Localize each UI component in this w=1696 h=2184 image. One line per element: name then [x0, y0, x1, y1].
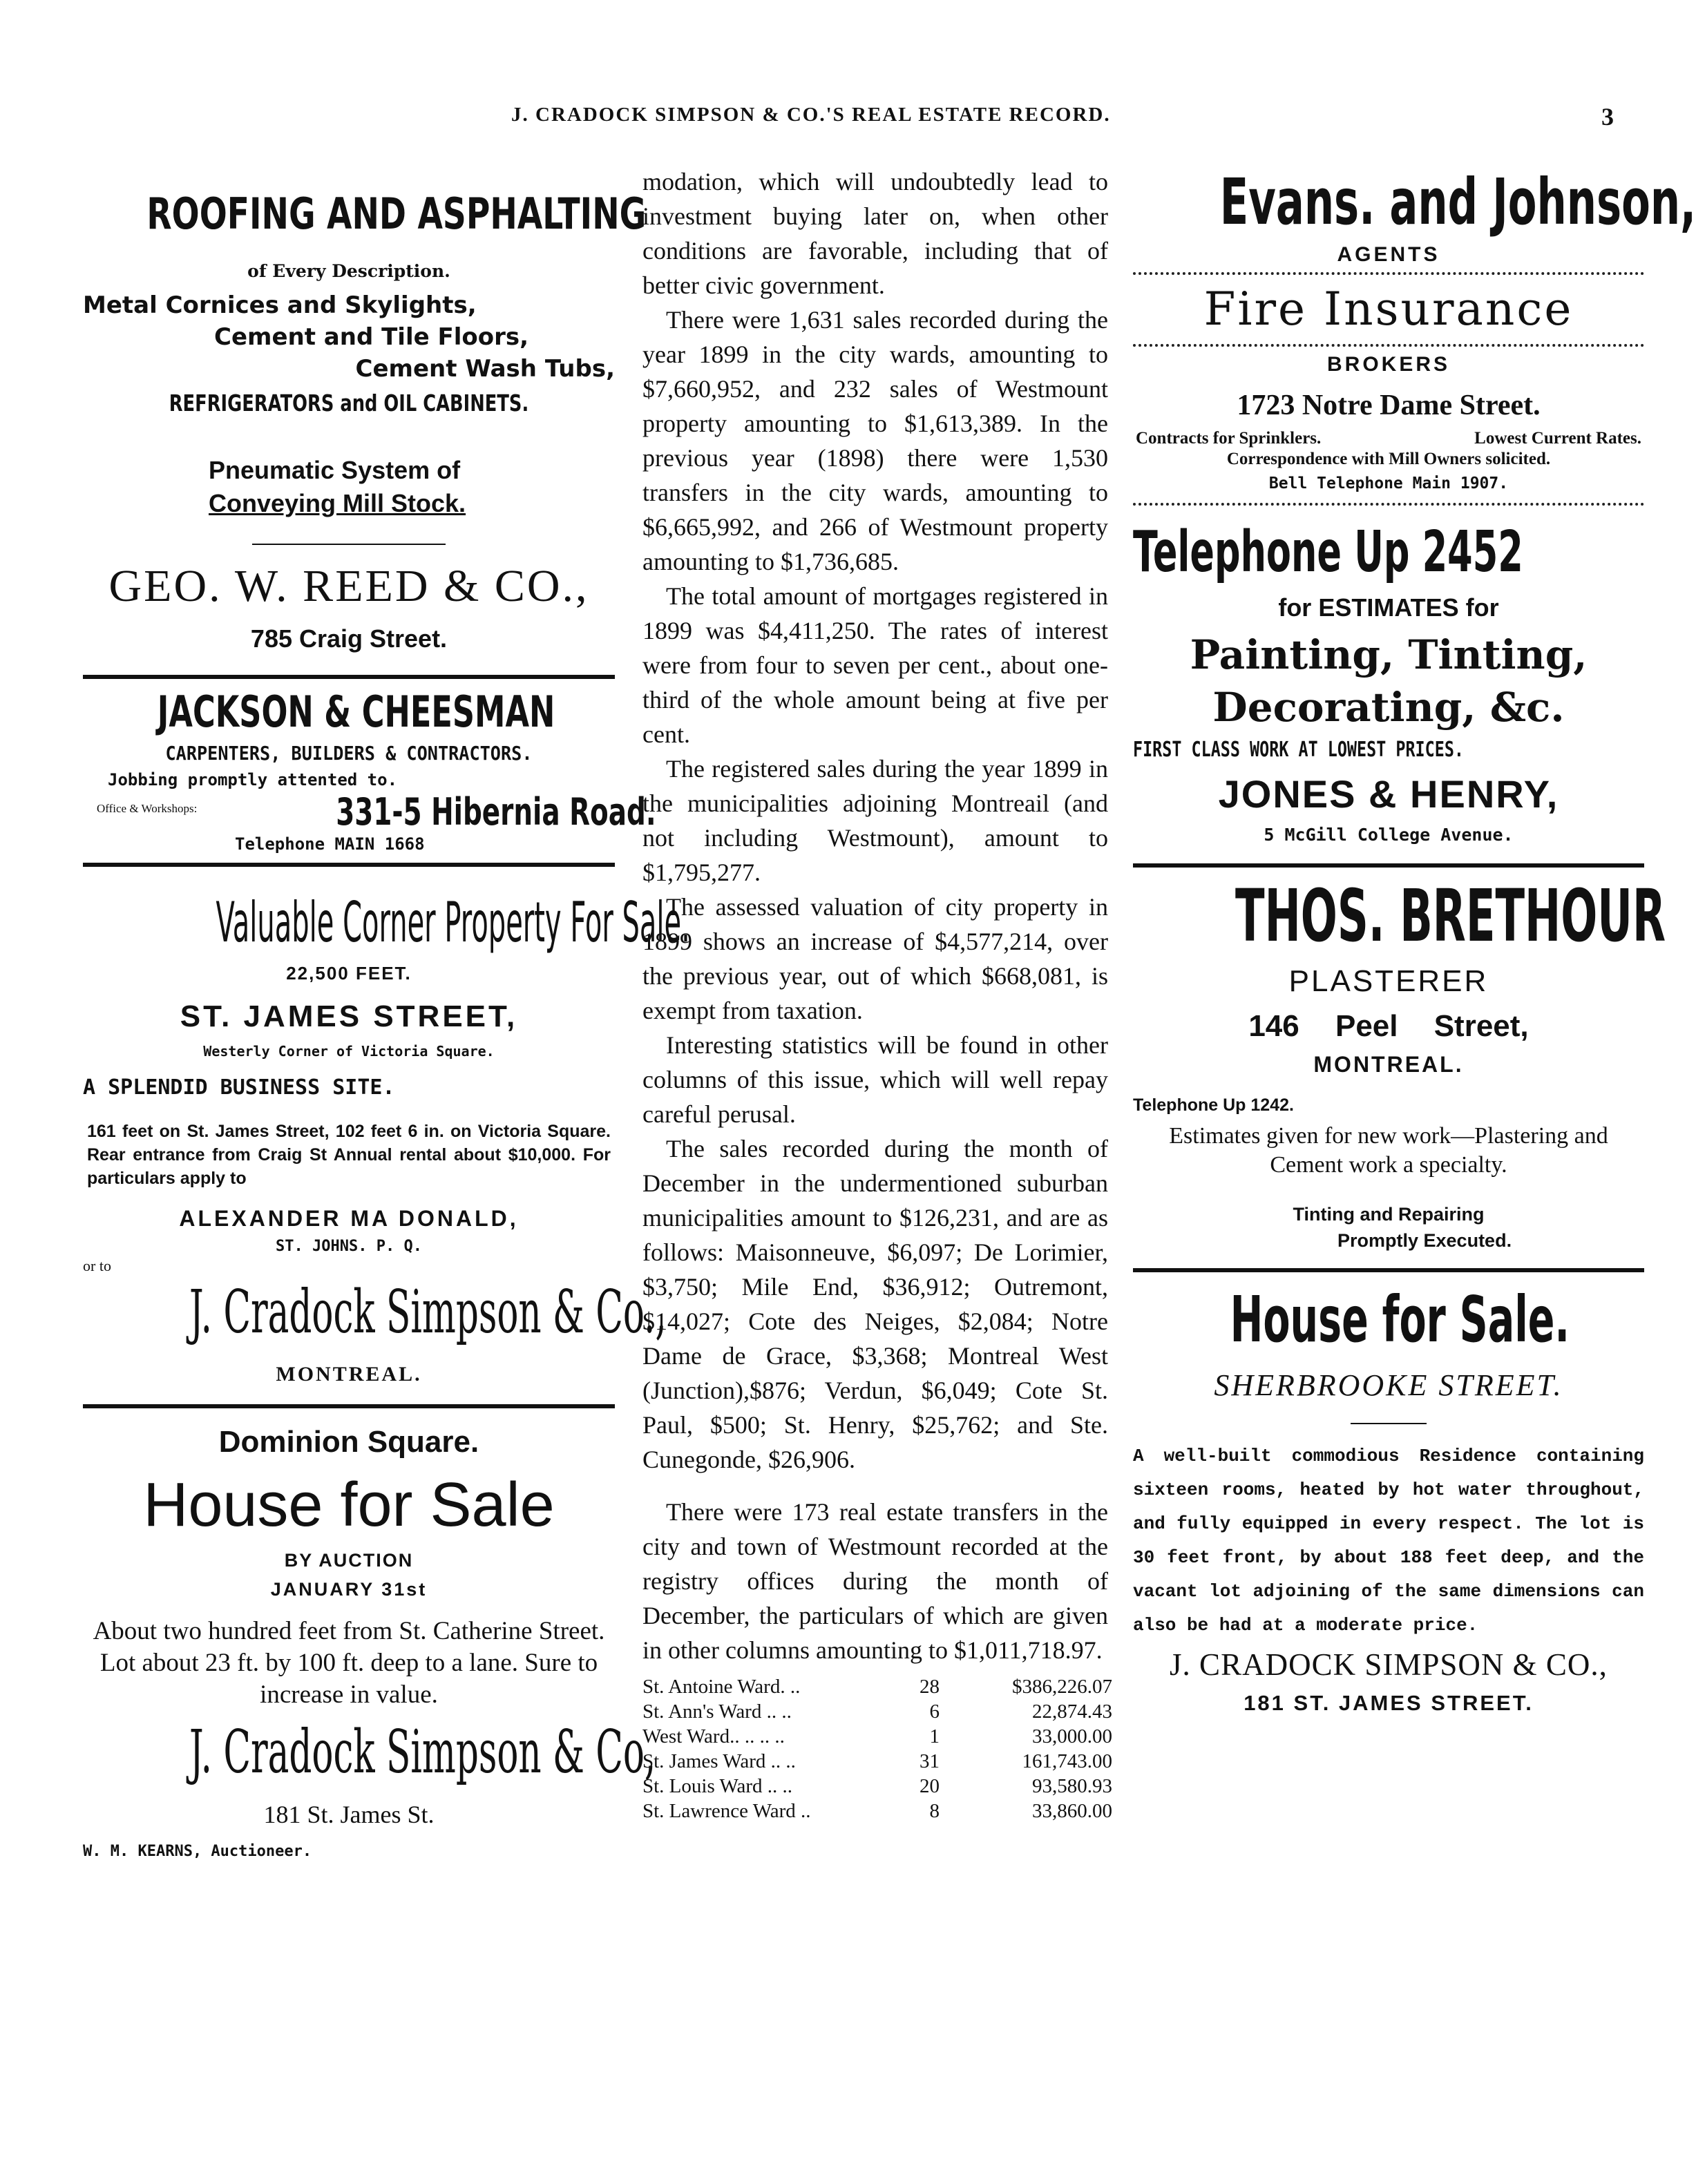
jones-line-1: Painting, Tinting,: [1190, 631, 1588, 678]
jackson-office-label: Office & Workshops:: [97, 802, 198, 815]
roofing-line-1: Metal Cornices and Skylights,: [83, 291, 477, 319]
running-header: [0, 104, 1680, 131]
evans-name: Evans. and Johnson,: [1219, 165, 1696, 239]
ward-name: St. Ann's Ward .. ..: [642, 1701, 792, 1723]
roofing-sub: of Every Description.: [247, 261, 450, 281]
evans-phone: Bell Telephone Main 1907.: [1268, 475, 1509, 492]
left-column: [83, 166, 690, 1866]
corner-street: ST. JAMES STREET,: [180, 999, 518, 1033]
jones-phone-heading: Telephone Up 2452: [1133, 519, 1523, 585]
dominion-description: About two hundred feet from St. Catherine Street. Lot about 23 ft. by 100 ft. deep to a lane. Sure to increase in value.: [93, 1617, 605, 1709]
article-paragraph: The assessed valuation of city property in 1899 shows an increase of $4,577,214, over the previous year, out of which $668,081, is exempt from taxation.: [642, 893, 1108, 1024]
brethour-city: MONTREAL.: [1313, 1052, 1464, 1077]
brethour-ad: [1133, 868, 1666, 1253]
ward-row: [642, 1799, 1112, 1823]
article-paragraph: modation, which will undoubtedly lead to investment buying later on, when other conditions are favorable, including that of better civic government.: [642, 168, 1108, 299]
ward-row: [642, 1749, 1112, 1774]
running-title: J. CRADOCK SIMPSON & CO.'S REAL ESTATE RECORD.: [511, 104, 1111, 126]
corner-description: 161 feet on St. James Street, 102 feet 6 in. on Victoria Square. Rear entrance from Craig St Annual rental about $10,000. For particulars apply to: [87, 1122, 611, 1188]
right-column: [1133, 164, 1696, 1720]
brethour-executed: Promptly Executed.: [1337, 1230, 1512, 1251]
brethour-trade: PLASTERER: [1288, 964, 1489, 998]
dominion-address: 181 St. James St.: [263, 1801, 435, 1828]
evans-ad: [1133, 164, 1696, 506]
corner-agent: ALEXANDER MA DONALD,: [179, 1206, 519, 1231]
ward-count: 1: [929, 1725, 940, 1747]
article-paragraph: The total amount of mortgages registered in 1899 was $4,411,250. The rates of interest were from four to seven per cent., about one-third of the whole amount being at five per cent.: [642, 582, 1108, 748]
dominion-title: House for Sale: [143, 1471, 555, 1540]
jones-firm: JONES & HENRY,: [1218, 772, 1559, 816]
reed-firm: GEO. W. REED & CO.,: [108, 561, 589, 611]
dominion-date: JANUARY 31st: [270, 1579, 428, 1600]
roofing-line-2: Cement and Tile Floors,: [214, 323, 529, 351]
sherbrooke-title: House for Sale.: [1230, 1283, 1570, 1357]
ward-row: [642, 1674, 1112, 1699]
jones-ad: [1133, 506, 1644, 848]
corner-firm: J. Cradock Simpson & Co.,: [189, 1278, 667, 1347]
dominion-by: BY AUCTION: [284, 1550, 414, 1571]
roofing-ad: [83, 166, 647, 660]
short-divider: [1351, 1423, 1427, 1424]
jackson-ad: [83, 679, 656, 856]
corner-or-to: or to: [83, 1257, 111, 1274]
corner-site: A SPLENDID BUSINESS SITE.: [83, 1075, 395, 1100]
ward-amount: 93,580.93: [1032, 1775, 1112, 1797]
roofing-title: ROOFING AND ASPHALTING: [146, 189, 647, 239]
jackson-jobbing: Jobbing promptly attented to.: [108, 770, 398, 789]
jones-for: for ESTIMATES for: [1278, 593, 1499, 622]
ward-amount: 161,743.00: [1022, 1750, 1112, 1772]
jackson-trades: CARPENTERS, BUILDERS & CONTRACTORS.: [165, 742, 533, 765]
corner-title: Valuable Corner Property For Sale.: [216, 890, 690, 955]
dominion-ad: [83, 1408, 656, 1866]
brethour-name: THOS. BRETHOUR: [1235, 874, 1666, 958]
roofing-line-4: REFRIGERATORS and OIL CABINETS.: [169, 390, 529, 416]
page-number: 3: [1601, 103, 1614, 131]
middle-column: [642, 164, 1112, 1823]
corner-where: Westerly Corner of Victoria Square.: [203, 1043, 495, 1060]
ward-name: St. Antoine Ward. ..: [642, 1676, 801, 1698]
article-paragraph: There were 1,631 sales recorded during the year 1899 in the city wards, amounting to $7,660,952, and 232 sales of Westmount property amounting to $1,613,389. In the previous year (1898) there were 1,530 transfers in the city wards, amounting to $6,665,992, and 266 of Westmount property amounting to $1,736,685.: [642, 306, 1108, 575]
ward-count: 20: [920, 1775, 940, 1797]
ward-row: [642, 1724, 1112, 1749]
ward-row: [642, 1699, 1112, 1724]
ward-name: West Ward.. .. .. ..: [642, 1725, 785, 1747]
jackson-phone: Telephone MAIN 1668: [235, 834, 425, 854]
evans-rates: Lowest Current Rates.: [1474, 429, 1641, 448]
corner-property-ad: [83, 867, 690, 1399]
brethour-estimates: Estimates given for new work—Plastering and Cement work a specialty.: [1169, 1123, 1608, 1178]
evans-contracts: Contracts for Sprinklers.: [1136, 429, 1322, 448]
evans-agents: AGENTS: [1337, 243, 1440, 266]
dominion-heading: Dominion Square.: [218, 1425, 479, 1459]
evans-correspondence: Correspondence with Mill Owners solicited.: [1226, 450, 1551, 468]
roofing-line-3: Cement Wash Tubs,: [355, 355, 615, 383]
ward-count: 28: [920, 1676, 940, 1698]
article-paragraph: The registered sales during the year 1899 in the municipalities adjoining Montreail (and not including Westmount), amount to $1,795,277.: [642, 755, 1108, 886]
corner-feet: 22,500 FEET.: [286, 963, 412, 984]
sherbrooke-ad: [1133, 1272, 1644, 1720]
reed-address: 785 Craig Street.: [250, 624, 448, 653]
jones-line-2: Decorating, &c.: [1212, 684, 1565, 731]
sherbrooke-address: 181 ST. JAMES STREET.: [1244, 1691, 1534, 1715]
sherbrooke-street: SHERBROOKE STREET.: [1214, 1368, 1563, 1402]
dominion-firm: J. Cradock Simpson & Co,: [189, 1718, 656, 1787]
jones-address: 5 McGill College Avenue.: [1264, 825, 1514, 845]
ward-amount: 33,000.00: [1032, 1725, 1112, 1747]
ward-count: 31: [920, 1750, 940, 1772]
evans-brokers: BROKERS: [1326, 353, 1450, 376]
article-paragraph: There were 173 real estate transfers in the city and town of Westmount recorded at the registry offices during the month of December, the particulars of which are given in other columns amounting to $1,011,718.97.: [642, 1498, 1108, 1664]
ward-amount: 33,860.00: [1032, 1800, 1112, 1822]
corner-agent-place: ST. JOHNS. P. Q.: [276, 1238, 422, 1255]
ward-name: St. James Ward .. ..: [642, 1750, 796, 1772]
short-divider: [252, 544, 446, 545]
dominion-auctioneer: W. M. KEARNS, Auctioneer.: [83, 1843, 312, 1860]
ward-row: [642, 1774, 1112, 1799]
evans-address: 1723 Notre Dame Street.: [1237, 390, 1541, 421]
ward-amount: $386,226.07: [1012, 1676, 1112, 1698]
brethour-tinting: Tinting and Repairing: [1293, 1204, 1485, 1225]
ward-count: 6: [929, 1701, 940, 1723]
ward-count: 8: [929, 1800, 940, 1822]
jones-first-class: FIRST CLASS WORK AT LOWEST PRICES.: [1133, 738, 1464, 762]
roofing-line-5: Pneumatic System of: [209, 456, 461, 484]
roofing-line-6: Conveying Mill Stock.: [209, 489, 466, 517]
ward-table: [642, 1674, 1112, 1823]
ward-name: St. Louis Ward .. ..: [642, 1775, 793, 1797]
corner-city: MONTREAL.: [276, 1363, 422, 1386]
brethour-address: 146 Peel Street,: [1248, 1009, 1529, 1043]
sherbrooke-firm: J. CRADOCK SIMPSON & CO.,: [1170, 1647, 1608, 1682]
jackson-office-address: 331-5 Hibernia Road.: [336, 790, 656, 834]
article-paragraph: Interesting statistics will be found in other columns of this issue, which will well repay careful perusal.: [642, 1031, 1108, 1128]
brethour-phone: Telephone Up 1242.: [1133, 1095, 1294, 1115]
ward-amount: 22,874.43: [1032, 1701, 1112, 1723]
ward-name: St. Lawrence Ward ..: [642, 1800, 811, 1822]
article-paragraph: The sales recorded during the month of December in the undermentioned suburban municipalities amount to $126,231, and are as follows: Maisonneuve, $6,097; De Lorimier, $3,750; Mile End, $36,912; Outremont, $14,027; Cote des Neiges, $2,084; Notre Dame de Grace, $3,368; Montreal West (Junction),$876; Verdun, $6,049; Cote St. Paul, $500; St. Henry, $25,762; and Ste. Cunegonde, $26,906.: [642, 1135, 1108, 1473]
evans-fire: Fire Insurance: [1203, 282, 1574, 336]
sherbrooke-description: A well-built commodious Residence containing sixteen rooms, heated by hot water throughout, and fully equipped in every respect. The lot is 30 feet front, by about 188 feet deep, and the vacant lot adjoining of the same dimensions can also be had at a moderate price.: [1133, 1446, 1644, 1636]
jackson-name: JACKSON & CHEESMAN: [157, 687, 555, 737]
